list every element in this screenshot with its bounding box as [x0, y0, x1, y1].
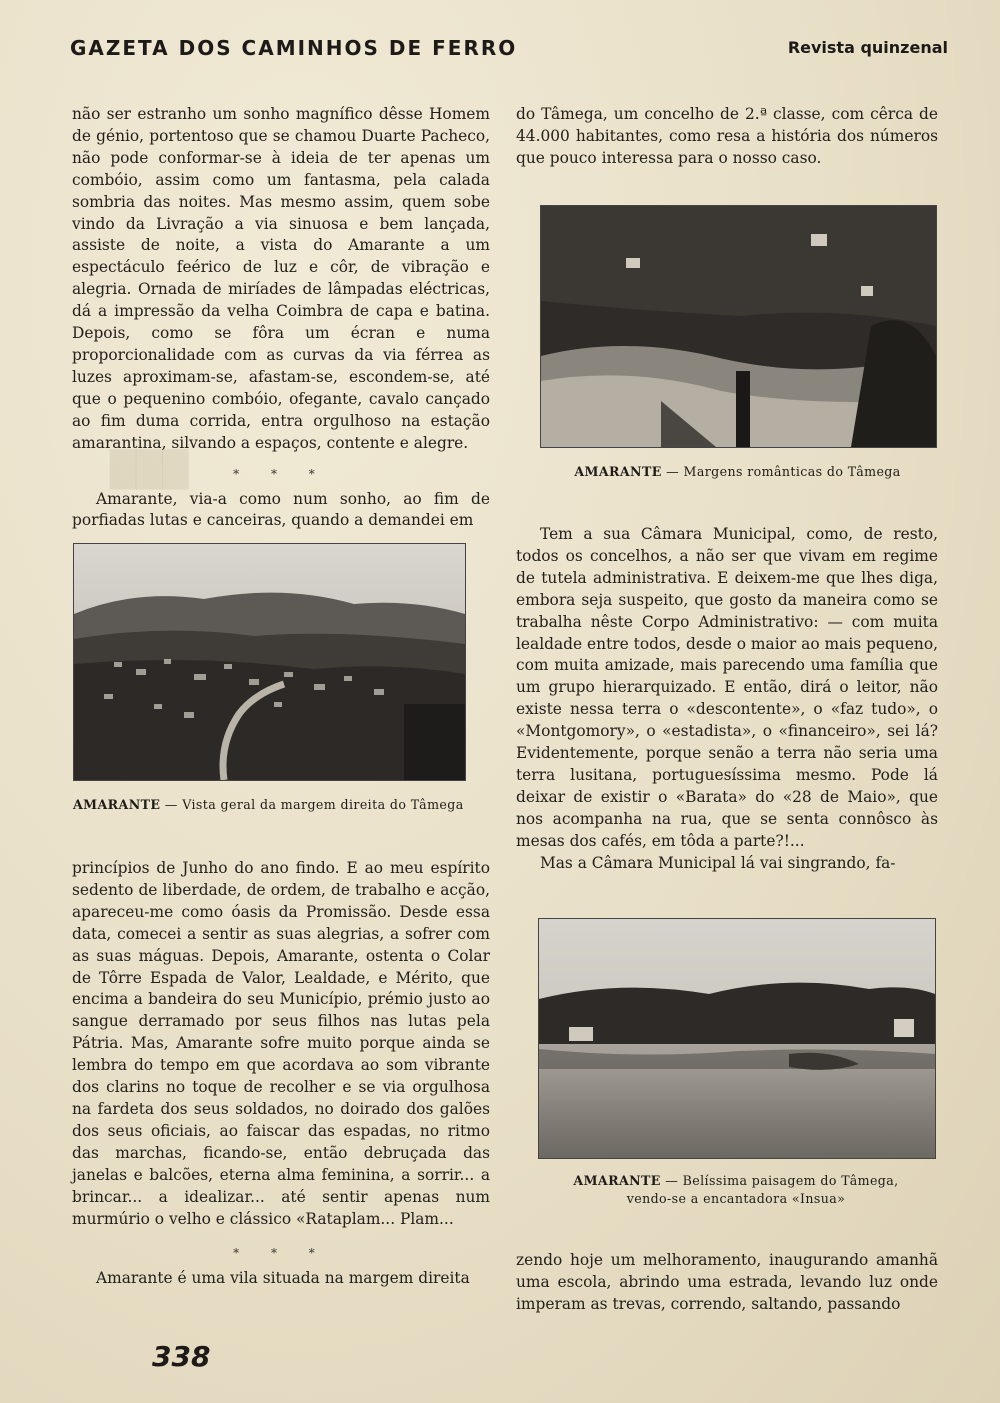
paragraph: Amarante é uma vila situada na margem direita — [96, 1269, 470, 1288]
photo-caption-vista-geral — [73, 796, 491, 814]
caption-place: AMARANTE — [73, 797, 161, 812]
paragraph: Mas a Câmara Municipal lá vai singrando, fa- — [540, 853, 896, 872]
section-separator: * * * — [233, 466, 329, 481]
caption-line-2: vendo-se a encantadora «Insua» — [626, 1191, 846, 1206]
bleed-through-decoration: ███ — [110, 450, 189, 490]
caption-text: — Margens românticas do Tâmega — [661, 464, 901, 479]
photo-river-banks-image — [541, 206, 936, 447]
right-column-top — [516, 104, 938, 170]
caption-text: — Belíssima paisagem do Tâmega, — [660, 1173, 899, 1188]
journal-subtitle: Revista quinzenal — [787, 38, 948, 57]
photo-caption-paisagem — [538, 1172, 934, 1208]
caption-place: AMARANTE — [573, 1173, 661, 1188]
photo-landscape-image — [539, 919, 935, 1158]
photo-margens-romanticas — [540, 205, 937, 448]
photo-town-image — [74, 544, 465, 780]
paragraph: Amarante, via-a como num sonho, ao fim de porfiadas lutas e canceiras, quando a demandei em — [72, 489, 490, 530]
paragraph: zendo hoje um melhoramento, inaugurando amanhã uma escola, abrindo uma estrada, levando luz onde imperam as trevas, correndo, saltando, passando — [516, 1251, 938, 1313]
page-number: 338 — [152, 1340, 211, 1373]
left-column-top — [72, 104, 490, 532]
section-separator: * * * — [233, 1246, 329, 1261]
caption-place: AMARANTE — [574, 464, 662, 479]
paragraph: do Tâmega, um concelho de 2.ª classe, com cêrca de 44.000 habitantes, como resa a história dos números que pouco interessa para o nosso caso. — [516, 105, 938, 167]
paragraph: princípios de Junho do ano findo. E ao meu espírito sedento de liberdade, de ordem, de trabalho e acção, apareceu-me como óasis da Promissão. Desde essa data, comecei a sentir as suas alegrias, a sofrer com as suas máguas. Depois, Amarante, ostenta o Colar de Tôrre Espada de Valor, Lealdade, e Mérito, que encima a bandeira do seu Município, prémio justo ao sangue derramado por seus filhos nas lutas pela Pátria. Mas, Amarante sofre muito porque ainda se lembra do tempo em que acordava ao som vibrante dos clarins no toque de recolher e se via orgulhosa na fardeta dos seus soldados, no doirado dos galões dos seus oficiais, ao faiscar das espadas, no ritmo das marchas, ficando-se, então debruçada das janelas e balcões, eterna alma feminina, a sorrir... a brincar... a idealizar... até sentir apenas num murmúrio o velho e clássico «Rataplam... Plam... — [72, 859, 490, 1228]
journal-title: GAZETA DOS CAMINHOS DE FERRO — [70, 36, 518, 60]
paragraph: Tem a sua Câmara Municipal, como, de resto, todos os concelhos, a não ser que vivam em regime de tutela administrativa. E deixem-me que lhes diga, embora seja suspeito, que gosto da maneira como se trabalha nêste Corpo Administrativo: — com muita lealdade entre todos, desde o maior ao mais pequeno, com muita amizade, mais parecendo uma família que um grupo hierarquizado. E então, dirá o leitor, não existe nessa terra o «descontente», o «faz tudo», o «Montgomory», o «estadista», o «financeiro», sei lá? Evidentemente, porque senão a terra não seria uma terra lusitana, portuguesíssima mesmo. Pode lá deixar de existir o «Barata» do «28 de Maio», que nos acompanha na rua, que se senta connôsco às mesas dos cafés, em tôda a parte?!... — [516, 525, 938, 850]
photo-paisagem-insua — [538, 918, 936, 1159]
right-column-middle — [516, 524, 938, 875]
left-column-bottom — [72, 858, 490, 1290]
caption-text: — Vista geral da margem direita do Tâmega — [160, 797, 464, 812]
photo-vista-geral — [73, 543, 466, 781]
paragraph: não ser estranho um sonho magnífico dêsse Homem de génio, portentoso que se chamou Duarte Pacheco, não pode conformar-se à ideia de ter apenas um combóio, assim como um fantasma, pela calada sombria das noites. Mas mesmo assim, quem sobe vindo da Livração a via sinuosa e bem lançada, assiste de noite, a vista do Amarante a um espectáculo feérico de luz e côr, de vibração e alegria. Ornada de miríades de lâmpadas eléctricas, dá a impressão da velha Coimbra de capa e batina. Depois, como se fôra um écran e numa proporcionalidade com as curvas da via férrea as luzes aproximam-se, afastam-se, escondem-se, até que o pequenino combóio, ofegante, cavalo cançado ao fim duma corrida, entra orgulhoso na estação amarantina, silvando a espaços, contente e alegre. — [72, 105, 490, 452]
photo-caption-margens — [540, 463, 935, 481]
caption-line — [538, 1172, 934, 1190]
right-column-bottom — [516, 1250, 938, 1316]
